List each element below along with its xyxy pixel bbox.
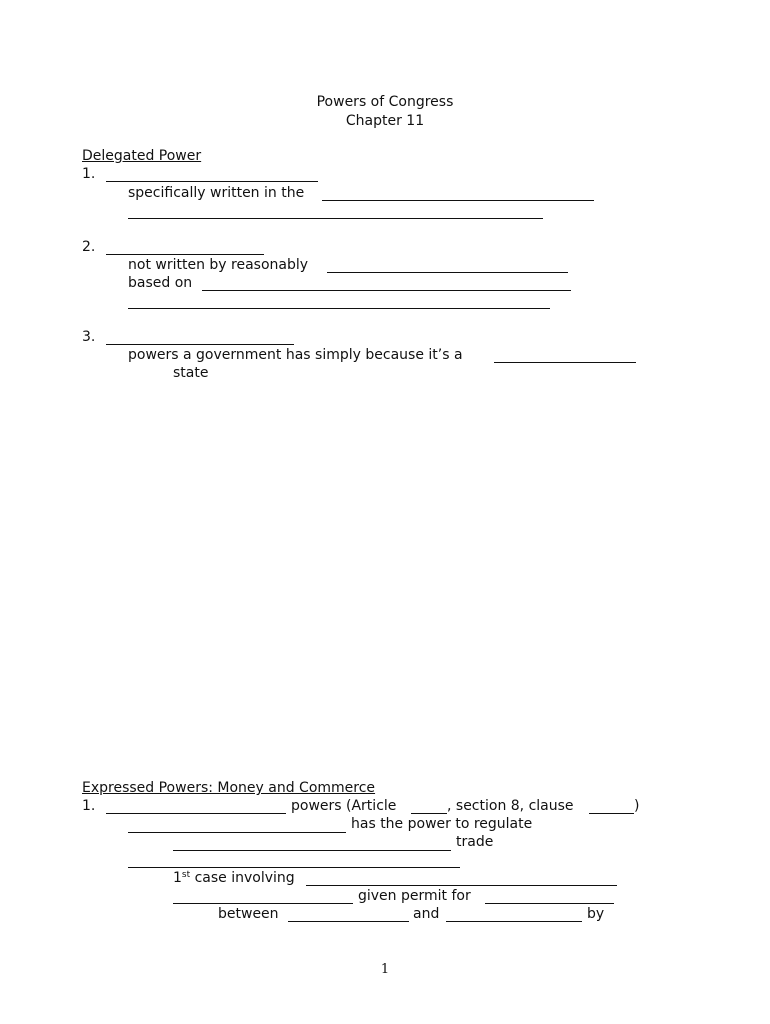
- worksheet-line: given permit for: [358, 888, 471, 904]
- answer-blank: [106, 181, 318, 182]
- answer-blank: [128, 218, 543, 219]
- worksheet-line: [173, 869, 295, 887]
- line-text: based on: [128, 275, 193, 291]
- answer-blank: [288, 921, 409, 922]
- answer-blank: [322, 200, 594, 201]
- answer-blank: [327, 272, 568, 273]
- worksheet-line: powers (Article: [291, 798, 397, 814]
- section-heading-expressed: Expressed Powers: Money and Commerce: [82, 780, 376, 796]
- answer-blank: [494, 362, 636, 363]
- section-heading-delegated: Delegated Power: [82, 148, 202, 164]
- worksheet-line: trade: [456, 834, 494, 850]
- line-text: case involving: [194, 870, 295, 886]
- list-number: 3.: [82, 329, 96, 345]
- worksheet-line: between: [218, 906, 279, 922]
- worksheet-line: [128, 256, 308, 274]
- answer-blank: [173, 903, 353, 904]
- worksheet-line: and: [413, 906, 440, 922]
- answer-blank: [446, 921, 582, 922]
- answer-blank: [106, 813, 286, 814]
- list-number: 1.: [82, 166, 96, 182]
- answer-blank: [128, 308, 550, 309]
- worksheet-line: by: [587, 906, 605, 922]
- page-title: Powers of Congress: [316, 94, 454, 110]
- answer-blank: [485, 903, 614, 904]
- list-number: 1.: [82, 798, 96, 814]
- answer-blank: [128, 867, 460, 868]
- ordinal-number: 1: [173, 870, 182, 886]
- worksheet-line: [128, 346, 463, 364]
- page-subtitle: Chapter 11: [345, 113, 425, 129]
- worksheet-line: ): [634, 798, 640, 814]
- line-text: not written by reasonably: [128, 257, 309, 273]
- answer-blank: [589, 813, 634, 814]
- answer-blank: [202, 290, 571, 291]
- answer-blank: [306, 885, 617, 886]
- answer-blank: [173, 850, 451, 851]
- worksheet-line: , section 8, clause: [447, 798, 574, 814]
- answer-blank: [106, 254, 264, 255]
- answer-blank: [128, 832, 346, 833]
- line-text: specifically written in the: [128, 185, 305, 201]
- worksheet-line: has the power to regulate: [351, 816, 533, 832]
- line-text: powers a government has simply because it’s a: [128, 347, 463, 363]
- ordinal-suffix: st: [181, 870, 191, 880]
- worksheet-line: [128, 274, 192, 292]
- list-number: 2.: [82, 239, 96, 255]
- worksheet-line: [128, 184, 304, 202]
- page-number: 1: [380, 962, 390, 977]
- answer-blank: [411, 813, 447, 814]
- answer-blank: [106, 344, 294, 345]
- worksheet-line: state: [173, 365, 209, 381]
